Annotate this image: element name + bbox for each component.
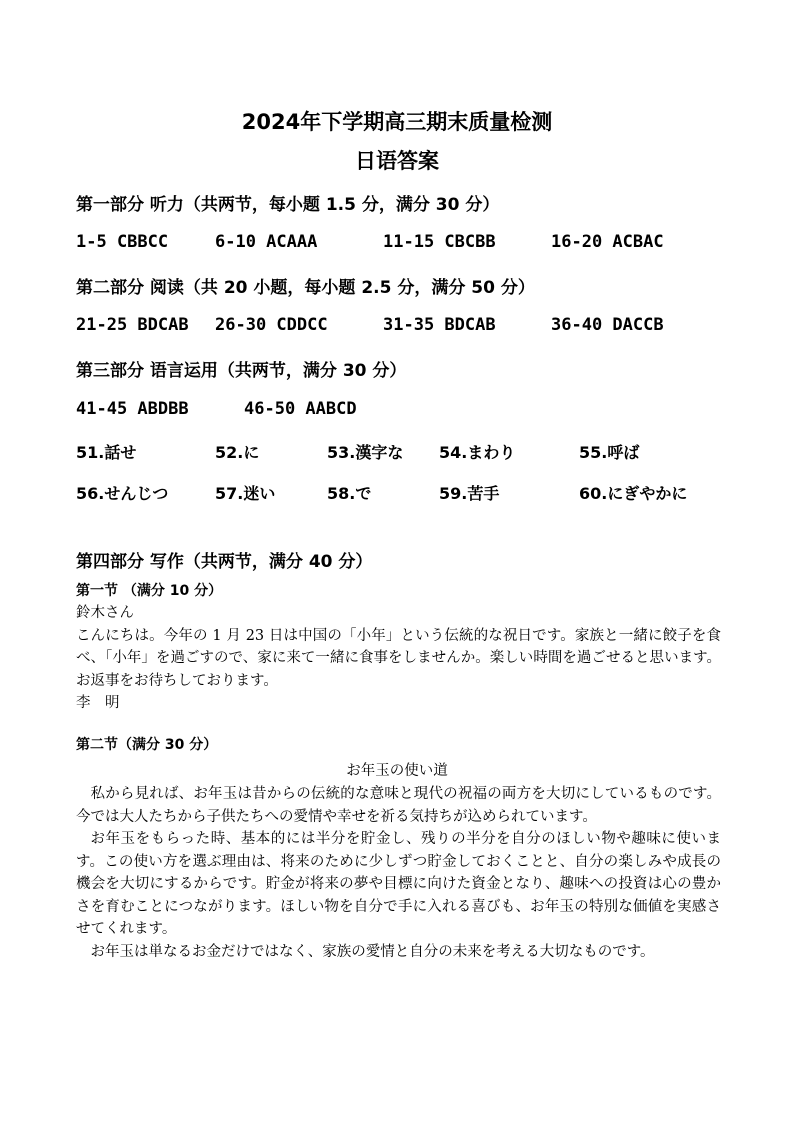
- essay-body: [76, 783, 721, 963]
- part1-answers: [0, 232, 794, 256]
- part3-fill-row-2: [0, 481, 794, 505]
- page-title: 2024年下学期高三期末质量检测: [241, 110, 553, 134]
- fill-answer: 51.話せ: [76, 443, 137, 462]
- letter-signature: 李 明: [76, 695, 120, 711]
- fill-answer: 57.迷い: [215, 484, 276, 503]
- answer-group: 1-5 CBBCC: [76, 232, 169, 252]
- section2-heading: 第二节（满分 30 分）: [76, 737, 218, 753]
- essay-paragraph: お年玉は単なるお金だけではなく、家族の愛情と自分の未来を考える大切なものです。: [90, 943, 655, 960]
- essay-paragraph: 私から見れば、お年玉は昔からの伝統的な意味と現代の祝福の両方を大切にしているものです。今では大人たちから子供たちへの愛情や幸せを祈る気持ちが込められています。: [76, 786, 721, 825]
- section1-heading: 第一节 （满分 10 分）: [76, 583, 223, 599]
- part2-answers: [0, 315, 794, 339]
- part3-answers: [0, 399, 794, 423]
- answer-group: 36-40 DACCB: [551, 315, 664, 335]
- answer-group: 21-25 BDCAB: [76, 315, 189, 335]
- fill-answer: 52.に: [215, 443, 260, 462]
- answer-group: 41-45 ABDBB: [76, 399, 189, 419]
- fill-answer: 53.漢字な: [327, 443, 404, 462]
- answer-group: 11-15 CBCBB: [383, 232, 496, 252]
- part3-fill-row-1: [0, 440, 794, 464]
- letter-body: こんにちは。今年の 1 月 23 日は中国の「小年」という伝統的な祝日です。家族と一緒に餃子を食べ、「小年」を過ごすので、家に来て一緒に食事をしませんか。楽しい時間を過ごせると思います。お返事をお待ちしております。: [76, 627, 721, 689]
- part2-heading: 第二部分 阅读（共 20 小题，每小题 2.5 分，满分 50 分）: [76, 278, 535, 298]
- fill-answer: 60.にぎやかに: [579, 484, 688, 503]
- part4-heading: 第四部分 写作（共两节，满分 40 分）: [76, 552, 373, 572]
- fill-answer: 59.苦手: [439, 484, 500, 503]
- essay-title: お年玉の使い道: [346, 763, 448, 779]
- part3-heading: 第三部分 语言运用（共两节，满分 30 分）: [76, 361, 407, 381]
- essay-paragraph: お年玉をもらった時、基本的には半分を貯金し、残りの半分を自分のほしい物や趣味に使います。この使い方を選ぶ理由は、将来のために少しずつ貯金しておくことと、自分の楽しみや成長の機会を大切にするからです。貯金が将来の夢や目標に向けた資金となり、趣味への投資は心の豊かさを育むことにつながります。ほしい物を自分で手に入れる喜びも、お年玉の特別な価値を実感させてくれます。: [76, 831, 721, 937]
- answer-group: 31-35 BDCAB: [383, 315, 496, 335]
- fill-answer: 54.まわり: [439, 443, 516, 462]
- part1-heading: 第一部分 听力（共两节，每小题 1.5 分，满分 30 分）: [76, 195, 500, 215]
- fill-answer: 55.呼ば: [579, 443, 640, 462]
- answer-group: 26-30 CDDCC: [215, 315, 328, 335]
- answer-group: 6-10 ACAAA: [215, 232, 318, 252]
- page-subtitle: 日语答案: [355, 149, 439, 173]
- answer-group: 46-50 AABCD: [244, 399, 357, 419]
- letter-greeting: 鈴木さん: [76, 605, 134, 621]
- letter: [76, 602, 721, 715]
- fill-answer: 58.で: [327, 484, 372, 503]
- answer-group: 16-20 ACBAC: [551, 232, 664, 252]
- fill-answer: 56.せんじつ: [76, 484, 169, 503]
